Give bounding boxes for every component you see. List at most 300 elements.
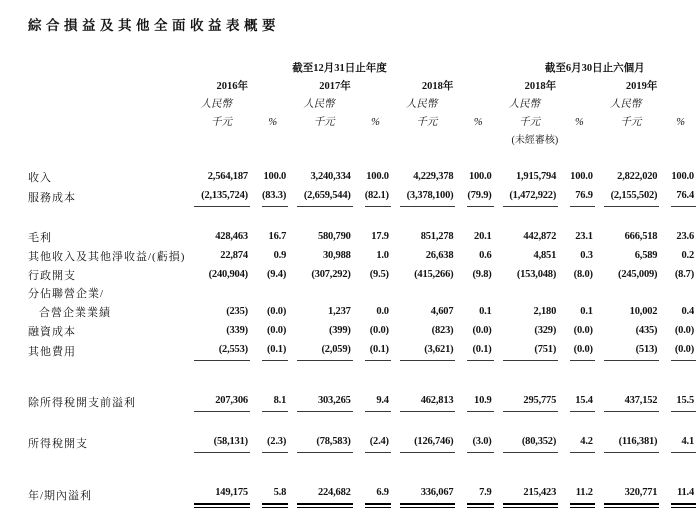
row-label: 合營企業業績 [39,307,111,319]
value-cell [595,322,660,341]
cell-value: (329) [534,325,557,336]
value-cell [288,212,353,247]
percent-cell [455,285,493,303]
value-cell [595,285,660,303]
percent-cell [353,187,391,212]
cell-value: 851,278 [420,231,454,242]
value-cell [494,187,559,212]
cell-value: (0.0) [671,341,696,361]
value-cell [494,285,559,303]
cell-value: (415,266) [414,269,454,280]
percent-cell [659,322,696,341]
page-title: 綜合損益及其他全面收益表概要 [28,18,280,33]
spacer-cell [391,132,456,150]
row-label: 除所得稅開支前溢利 [28,397,136,409]
cell-value: 7.9 [467,484,493,505]
cell-value: 2,564,187 [207,171,248,182]
value-cell [391,366,456,417]
cell-value: 442,872 [523,231,557,242]
table-row [28,78,696,96]
table-row [28,212,696,247]
percent-cell [250,247,288,266]
table-row [28,341,696,366]
spacer-cell [659,96,696,114]
cell-value: 76.9 [570,187,595,207]
cell-value: 76.4 [671,187,696,207]
cell-value: 1,237 [328,306,351,317]
table-row [28,96,696,114]
value-cell [288,266,353,285]
value-cell [595,417,660,458]
percent-cell [353,285,391,303]
percent-cell [353,212,391,247]
cell-value: 22,874 [220,250,248,261]
value-cell [494,322,559,341]
value-cell [288,303,353,322]
cell-value: 215,423 [503,484,559,505]
row-label: 其他收入及其他淨收益/(虧損) [28,251,186,263]
spacer-cell [28,132,185,150]
cell-value: 100.0 [366,171,389,182]
percent-cell [558,458,595,510]
currency-header: 人民幣 [609,99,642,110]
cell-value: 15.4 [570,392,595,412]
percent-cell [659,303,696,322]
cell-value: (513) [604,341,660,361]
percent-cell [250,266,288,285]
value-cell [185,247,250,266]
table-row [28,322,696,341]
spacer-cell [250,78,288,96]
cell-value: (0.0) [570,341,595,361]
cell-value: 8.1 [262,392,288,412]
cell-value: (823) [431,325,454,336]
spacer-cell [250,96,288,114]
value-cell [494,266,559,285]
value-cell [494,303,559,322]
value-cell [391,212,456,247]
cell-value: 6.9 [365,484,391,505]
row-label: 年/期內溢利 [28,490,93,502]
cell-value: 0.4 [681,306,694,317]
cell-value: 0.3 [580,250,593,261]
percent-cell [455,212,493,247]
cell-value: (435) [635,325,658,336]
cell-value: 100.0 [263,171,287,182]
cell-value: (2,059) [297,341,353,361]
table-row [28,187,696,212]
spacer-cell [28,60,185,78]
percent-cell [558,247,595,266]
percent-cell [353,322,391,341]
cell-value: 23.6 [676,231,694,242]
cell-value: 100.0 [468,171,492,182]
value-cell [185,366,250,417]
table-row [28,247,696,266]
cell-value: 320,771 [604,484,660,505]
percent-cell [558,303,595,322]
percent-cell [455,341,493,366]
table-row [28,303,696,322]
table-row [28,458,696,510]
cell-value: (2.3) [262,433,288,453]
cell-value: (0.0) [267,306,287,317]
cell-value: (0.0) [369,325,389,336]
value-cell [185,266,250,285]
cell-value: (245,009) [618,269,658,280]
row-label: 行政開支 [28,270,76,282]
unaudited-note: (未經審核) [511,135,559,146]
cell-value: (0.0) [573,325,593,336]
spacer-cell [250,132,288,150]
value-cell [185,303,250,322]
cell-value: 149,175 [194,484,250,505]
cell-value: (9.5) [369,269,389,280]
row-label: 融資成本 [28,326,76,338]
value-cell [391,187,456,212]
spacer-cell [28,96,185,114]
table-row [28,114,696,132]
percent-cell [250,150,288,187]
table-row [28,366,696,417]
percent-cell [659,247,696,266]
value-cell [595,247,660,266]
value-cell [595,266,660,285]
cell-value: 9.4 [365,392,391,412]
cell-value: 580,790 [317,231,351,242]
cell-value: 6,589 [634,250,658,261]
cell-value: 23.1 [575,231,593,242]
value-cell [494,212,559,247]
value-cell [391,458,456,510]
percent-cell [455,458,493,510]
unit-header: 千元 [313,117,335,128]
cell-value: 1.0 [376,250,389,261]
spacer-cell [558,132,595,150]
spacer-cell [455,96,493,114]
percent-cell [353,417,391,458]
value-cell [288,417,353,458]
value-cell [185,322,250,341]
value-cell [494,417,559,458]
percent-header: % [371,117,380,128]
cell-value: 26,638 [425,250,454,261]
percent-cell [659,187,696,212]
percent-cell [455,247,493,266]
cell-value: 4.1 [671,433,696,453]
percent-cell [250,341,288,366]
cell-value: 1,915,794 [515,171,557,182]
percent-cell [353,366,391,417]
cell-value: (0.1) [467,341,493,361]
row-label: 所得稅開支 [28,438,88,450]
cell-value: 10,002 [629,306,658,317]
cell-value: 0.1 [580,306,593,317]
cell-value: (2,135,724) [194,187,250,207]
unit-header: 千元 [416,117,438,128]
value-cell [391,417,456,458]
value-cell [494,458,559,510]
cell-value: (58,131) [194,433,250,453]
percent-cell [250,212,288,247]
cell-value: 5.8 [262,484,288,505]
cell-value: (3,378,100) [400,187,456,207]
cell-value: 437,152 [604,392,660,412]
cell-value: (116,381) [604,433,660,453]
value-cell [391,150,456,187]
percent-cell [250,187,288,212]
percent-cell [659,341,696,366]
value-cell [288,150,353,187]
spacer-cell [558,78,595,96]
percent-cell [558,150,595,187]
cell-value: (153,048) [516,269,557,280]
period-header: 截至6月30日止六個月 [544,63,645,74]
value-cell [288,366,353,417]
cell-value: (3,621) [400,341,456,361]
percent-cell [250,366,288,417]
percent-cell [659,266,696,285]
spacer-cell [595,132,660,150]
year-header: 2018年 [421,81,454,92]
value-cell [494,247,559,266]
cell-value: 30,988 [323,250,351,261]
spacer-cell [28,78,185,96]
cell-value: (3.0) [467,433,493,453]
percent-cell [353,266,391,285]
cell-value: 666,518 [624,231,658,242]
cell-value: 2,180 [533,306,557,317]
percent-cell [558,366,595,417]
percent-cell [455,266,493,285]
cell-value: (82.1) [365,187,391,207]
value-cell [595,303,660,322]
percent-cell [558,187,595,212]
cell-value: (83.3) [262,187,288,207]
financial-table [28,60,696,510]
year-header: 2017年 [319,81,351,92]
value-cell [391,266,456,285]
percent-cell [455,366,493,417]
cell-value: (9.4) [267,269,287,280]
value-cell [494,366,559,417]
cell-value: 224,682 [297,484,353,505]
value-cell [185,458,250,510]
cell-value: 16.7 [268,231,287,242]
currency-header: 人民幣 [405,99,438,110]
spacer-cell [455,132,493,150]
cell-value: (126,746) [400,433,456,453]
value-cell [595,150,660,187]
year-header: 2019年 [625,81,658,92]
percent-cell [353,458,391,510]
cell-value: (307,292) [311,269,351,280]
spacer-cell [455,78,493,96]
percent-header: % [676,117,685,128]
value-cell [391,247,456,266]
value-cell [288,341,353,366]
spacer-cell [659,132,696,150]
cell-value: 4,851 [533,250,557,261]
row-label: 毛利 [28,232,52,244]
cell-value: (8.0) [573,269,593,280]
cell-value: 10.9 [467,392,493,412]
spacer-cell [288,132,353,150]
value-cell [288,322,353,341]
cell-value: 0.9 [273,250,287,261]
percent-cell [455,303,493,322]
cell-value: (2,155,502) [604,187,660,207]
cell-value: (339) [226,325,248,336]
value-cell [391,322,456,341]
cell-value: (0.0) [674,325,694,336]
percent-cell [353,150,391,187]
currency-header: 人民幣 [200,99,232,110]
percent-cell [455,322,493,341]
value-cell [185,187,250,212]
cell-value: (9.8) [472,269,492,280]
value-cell [494,150,559,187]
unit-header: 千元 [210,117,232,128]
percent-cell [558,285,595,303]
percent-cell [659,366,696,417]
cell-value: (0.0) [472,325,492,336]
value-cell [595,187,660,212]
percent-cell [250,417,288,458]
cell-value: 100.0 [671,171,694,182]
value-cell [595,341,660,366]
cell-value: 3,240,334 [310,171,351,182]
cell-value: 15.5 [671,392,696,412]
spacer-cell [185,132,250,150]
unit-header: 千元 [519,117,541,128]
value-cell [595,366,660,417]
cell-value: (1,472,922) [503,187,559,207]
cell-value: (0.1) [262,341,288,361]
cell-value: (2,553) [194,341,250,361]
row-label: 收入 [28,172,52,184]
cell-value: (751) [503,341,559,361]
percent-cell [659,417,696,458]
value-cell [288,458,353,510]
cell-value: (2,659,544) [297,187,353,207]
value-cell [185,417,250,458]
value-cell [288,247,353,266]
table-row [28,60,696,78]
cell-value: 4,229,378 [413,171,454,182]
percent-cell [455,417,493,458]
value-cell [391,341,456,366]
cell-value: (79.9) [467,187,493,207]
cell-value: (78,583) [297,433,353,453]
value-cell [391,303,456,322]
percent-cell [558,322,595,341]
currency-header: 人民幣 [303,99,335,110]
year-header: 2018年 [524,81,557,92]
value-cell [595,458,660,510]
cell-value: (80,352) [503,433,559,453]
cell-value: 462,813 [400,392,456,412]
percent-cell [558,417,595,458]
value-cell [595,212,660,247]
row-label: 服務成本 [28,192,76,204]
percent-cell [659,285,696,303]
cell-value: (2.4) [365,433,391,453]
cell-value: 207,306 [194,392,250,412]
value-cell [185,341,250,366]
cell-value: 303,265 [297,392,353,412]
table-row [28,285,696,303]
cell-value: 11.4 [671,484,696,505]
value-cell [288,285,353,303]
cell-value: (399) [328,325,351,336]
percent-cell [455,150,493,187]
table-row [28,150,696,187]
percent-cell [659,458,696,510]
percent-cell [353,303,391,322]
cell-value: (0.0) [267,325,287,336]
cell-value: (240,904) [208,269,248,280]
percent-cell [353,247,391,266]
cell-value: 4,607 [430,306,454,317]
cell-value: 295,775 [503,392,559,412]
spacer-cell [28,114,185,132]
year-header: 2016年 [216,81,248,92]
percent-cell [558,266,595,285]
value-cell [494,341,559,366]
cell-value: 0.1 [479,306,492,317]
row-label: 其他費用 [28,346,76,358]
percent-cell [250,285,288,303]
percent-cell [558,212,595,247]
cell-value: 0.6 [479,250,492,261]
cell-value: (235) [226,306,248,317]
cell-value: 17.9 [371,231,389,242]
cell-value: 0.2 [681,250,694,261]
spacer-cell [353,78,391,96]
cell-value: 4.2 [570,433,595,453]
value-cell [185,150,250,187]
cell-value: 336,067 [400,484,456,505]
cell-value: 0.0 [376,306,389,317]
percent-cell [558,341,595,366]
value-cell [391,285,456,303]
cell-value: (8.7) [674,269,694,280]
unit-header: 千元 [620,117,642,128]
percent-cell [353,341,391,366]
currency-header: 人民幣 [508,99,541,110]
percent-cell [250,458,288,510]
cell-value: 2,822,020 [617,171,658,182]
percent-header: % [575,117,584,128]
period-header: 截至12月31日止年度 [292,63,387,74]
spacer-cell [659,78,696,96]
table-row [28,132,696,150]
percent-cell [455,187,493,212]
spacer-cell [353,132,391,150]
percent-cell [659,212,696,247]
table-row [28,266,696,285]
cell-value: 100.0 [570,171,593,182]
spacer-cell [558,96,595,114]
cell-value: 428,463 [215,231,248,242]
cell-value: (0.1) [365,341,391,361]
cell-value: 20.1 [474,231,492,242]
value-cell [288,187,353,212]
percent-header: % [268,117,278,128]
cell-value: 11.2 [570,484,595,505]
percent-cell [659,150,696,187]
